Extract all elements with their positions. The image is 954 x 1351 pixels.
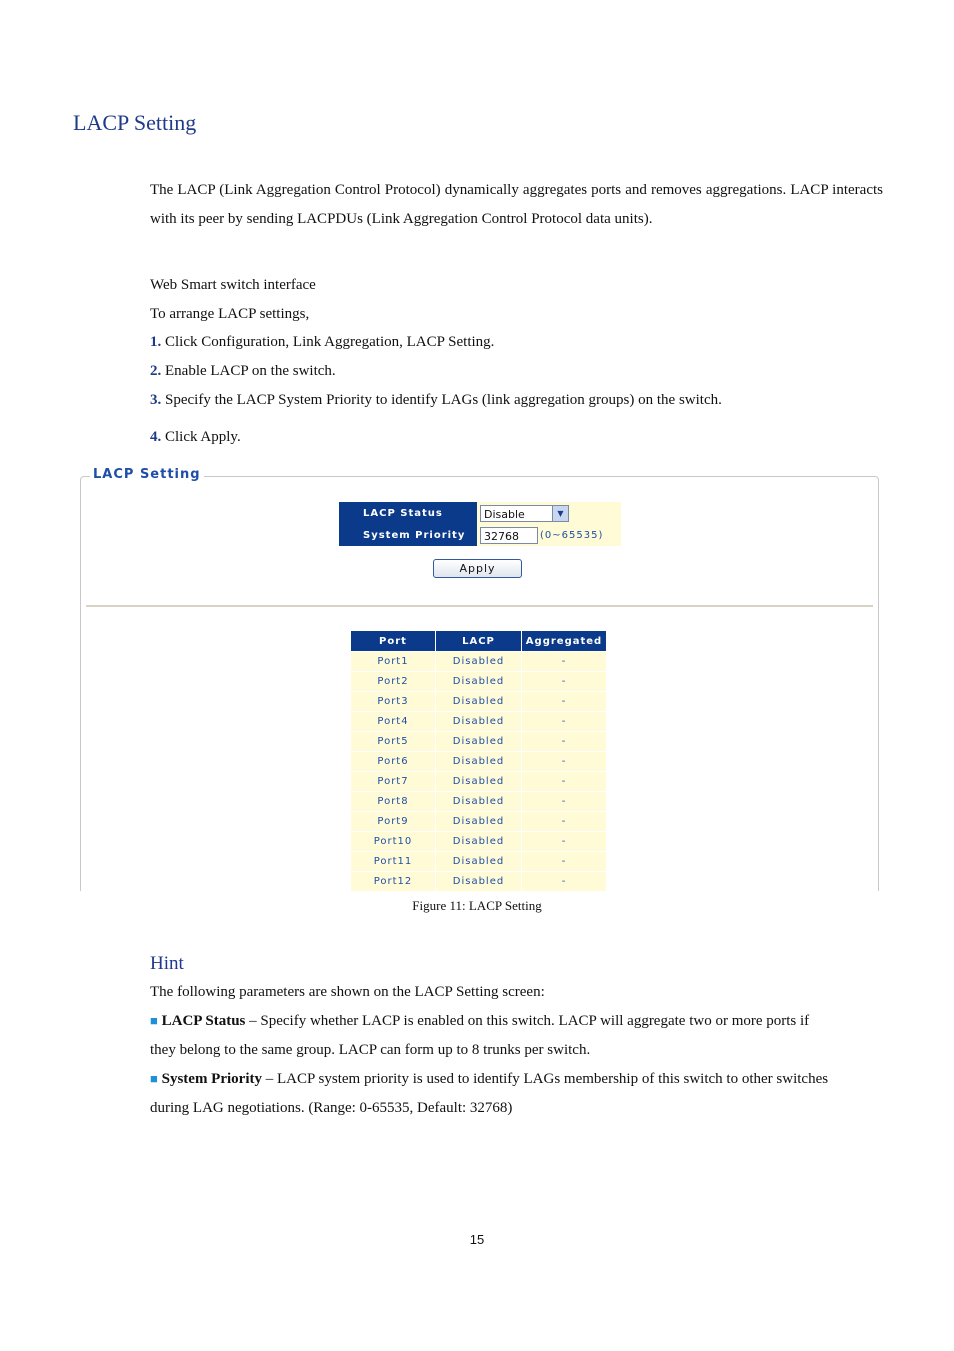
step-text: Enable LACP on the switch. <box>161 363 336 379</box>
lacp-status-cell <box>477 502 621 524</box>
table-row <box>351 872 607 892</box>
lacp-config-table <box>339 502 621 546</box>
table-row <box>351 772 607 792</box>
lacp-status-value: Disable <box>484 507 525 521</box>
page-number: 15 <box>469 1232 485 1247</box>
aggregated-cell: - <box>522 872 607 892</box>
aggregated-cell: - <box>522 772 607 792</box>
hint-term: System Priority <box>161 1071 262 1087</box>
lacp-cell: Disabled <box>436 812 522 832</box>
table-row <box>351 692 607 712</box>
step-number: 1. <box>150 334 162 350</box>
aggregated-cell: - <box>522 812 607 832</box>
table-header-row <box>351 631 607 652</box>
port-cell: Port7 <box>351 772 436 792</box>
lacp-cell: Disabled <box>436 752 522 772</box>
aggregated-cell: - <box>522 752 607 772</box>
system-priority-range: (0~65535) <box>540 529 604 541</box>
port-cell: Port1 <box>351 652 436 672</box>
hint-item-lacp-status-cont: they belong to the same group. LACP can form up to 8 trunks per switch. <box>150 1042 591 1058</box>
lacp-cell: Disabled <box>436 832 522 852</box>
step-number: 3. <box>150 392 162 408</box>
aggregated-cell: - <box>522 672 607 692</box>
lacp-status-label: LACP Status <box>339 502 477 524</box>
aggregated-cell: - <box>522 832 607 852</box>
lacp-cell: Disabled <box>436 712 522 732</box>
intro-paragraph: The LACP (Link Aggregation Control Protocol) dynamically aggregates ports and removes aggregations. LACP interacts with its peer by sending LACPDUs (Link Aggregation Control Protocol data units). <box>150 182 883 227</box>
table-row <box>351 652 607 672</box>
step-text: Click Apply. <box>161 429 241 445</box>
port-lacp-table <box>351 631 607 891</box>
page-title: LACP Setting <box>73 110 197 135</box>
system-priority-input[interactable]: 32768 <box>480 527 538 544</box>
hint-item-lacp-status <box>150 1013 809 1030</box>
apply-button[interactable]: Apply <box>433 559 522 578</box>
lacp-cell: Disabled <box>436 732 522 752</box>
column-header-port: Port <box>351 631 436 652</box>
hint-text: – LACP system priority is used to identify LAGs membership of this switch to other switches <box>262 1071 829 1087</box>
column-header-aggregated: Aggregated <box>522 631 607 652</box>
table-row <box>351 832 607 852</box>
port-cell: Port2 <box>351 672 436 692</box>
table-row <box>351 732 607 752</box>
figure-caption: Figure 11: LACP Setting <box>412 898 542 913</box>
lacp-cell: Disabled <box>436 792 522 812</box>
panel-legend: LACP Setting <box>90 467 204 482</box>
port-cell: Port5 <box>351 732 436 752</box>
hint-heading: Hint <box>150 953 184 974</box>
lacp-cell: Disabled <box>436 692 522 712</box>
interface-label: Web Smart switch interface <box>150 277 316 293</box>
step-3 <box>150 392 722 409</box>
step-4 <box>150 429 241 446</box>
hint-text: – Specify whether LACP is enabled on this switch. LACP will aggregate two or more ports if <box>245 1013 810 1029</box>
table-row <box>351 852 607 872</box>
lacp-cell: Disabled <box>436 852 522 872</box>
table-row <box>351 712 607 732</box>
aggregated-cell: - <box>522 712 607 732</box>
lacp-cell: Disabled <box>436 872 522 892</box>
table-row <box>351 672 607 692</box>
port-cell: Port4 <box>351 712 436 732</box>
table-row <box>351 792 607 812</box>
port-cell: Port6 <box>351 752 436 772</box>
port-cell: Port3 <box>351 692 436 712</box>
column-header-lacp: LACP <box>436 631 522 652</box>
port-cell: Port11 <box>351 852 436 872</box>
port-cell: Port8 <box>351 792 436 812</box>
port-cell: Port10 <box>351 832 436 852</box>
aggregated-cell: - <box>522 732 607 752</box>
hint-item-system-priority-cont: during LAG negotiations. (Range: 0-65535, Default: 32768) <box>150 1100 513 1116</box>
step-number: 2. <box>150 363 162 379</box>
table-row <box>351 812 607 832</box>
step-text: Click Configuration, Link Aggregation, LACP Setting. <box>161 334 495 350</box>
hint-item-system-priority <box>150 1071 828 1088</box>
hint-intro: The following parameters are shown on the LACP Setting screen: <box>150 984 545 1000</box>
lacp-status-select[interactable] <box>480 505 569 522</box>
port-cell: Port9 <box>351 812 436 832</box>
lacp-cell: Disabled <box>436 772 522 792</box>
step-2 <box>150 363 336 380</box>
panel-divider <box>86 605 873 607</box>
lacp-cell: Disabled <box>436 652 522 672</box>
aggregated-cell: - <box>522 852 607 872</box>
port-cell: Port12 <box>351 872 436 892</box>
arrange-label: To arrange LACP settings, <box>150 306 310 322</box>
table-row <box>351 752 607 772</box>
aggregated-cell: - <box>522 652 607 672</box>
step-number: 4. <box>150 429 162 445</box>
system-priority-cell <box>477 524 621 546</box>
bullet-square-icon: ■ <box>150 1013 158 1028</box>
step-1 <box>150 334 494 351</box>
aggregated-cell: - <box>522 792 607 812</box>
chevron-down-icon[interactable]: ▼ <box>552 506 568 521</box>
bullet-square-icon: ■ <box>150 1071 158 1086</box>
lacp-cell: Disabled <box>436 672 522 692</box>
hint-term: LACP Status <box>161 1013 246 1029</box>
aggregated-cell: - <box>522 692 607 712</box>
system-priority-label: System Priority <box>339 524 477 546</box>
step-text: Specify the LACP System Priority to identify LAGs (link aggregation groups) on the switch. <box>161 392 722 408</box>
